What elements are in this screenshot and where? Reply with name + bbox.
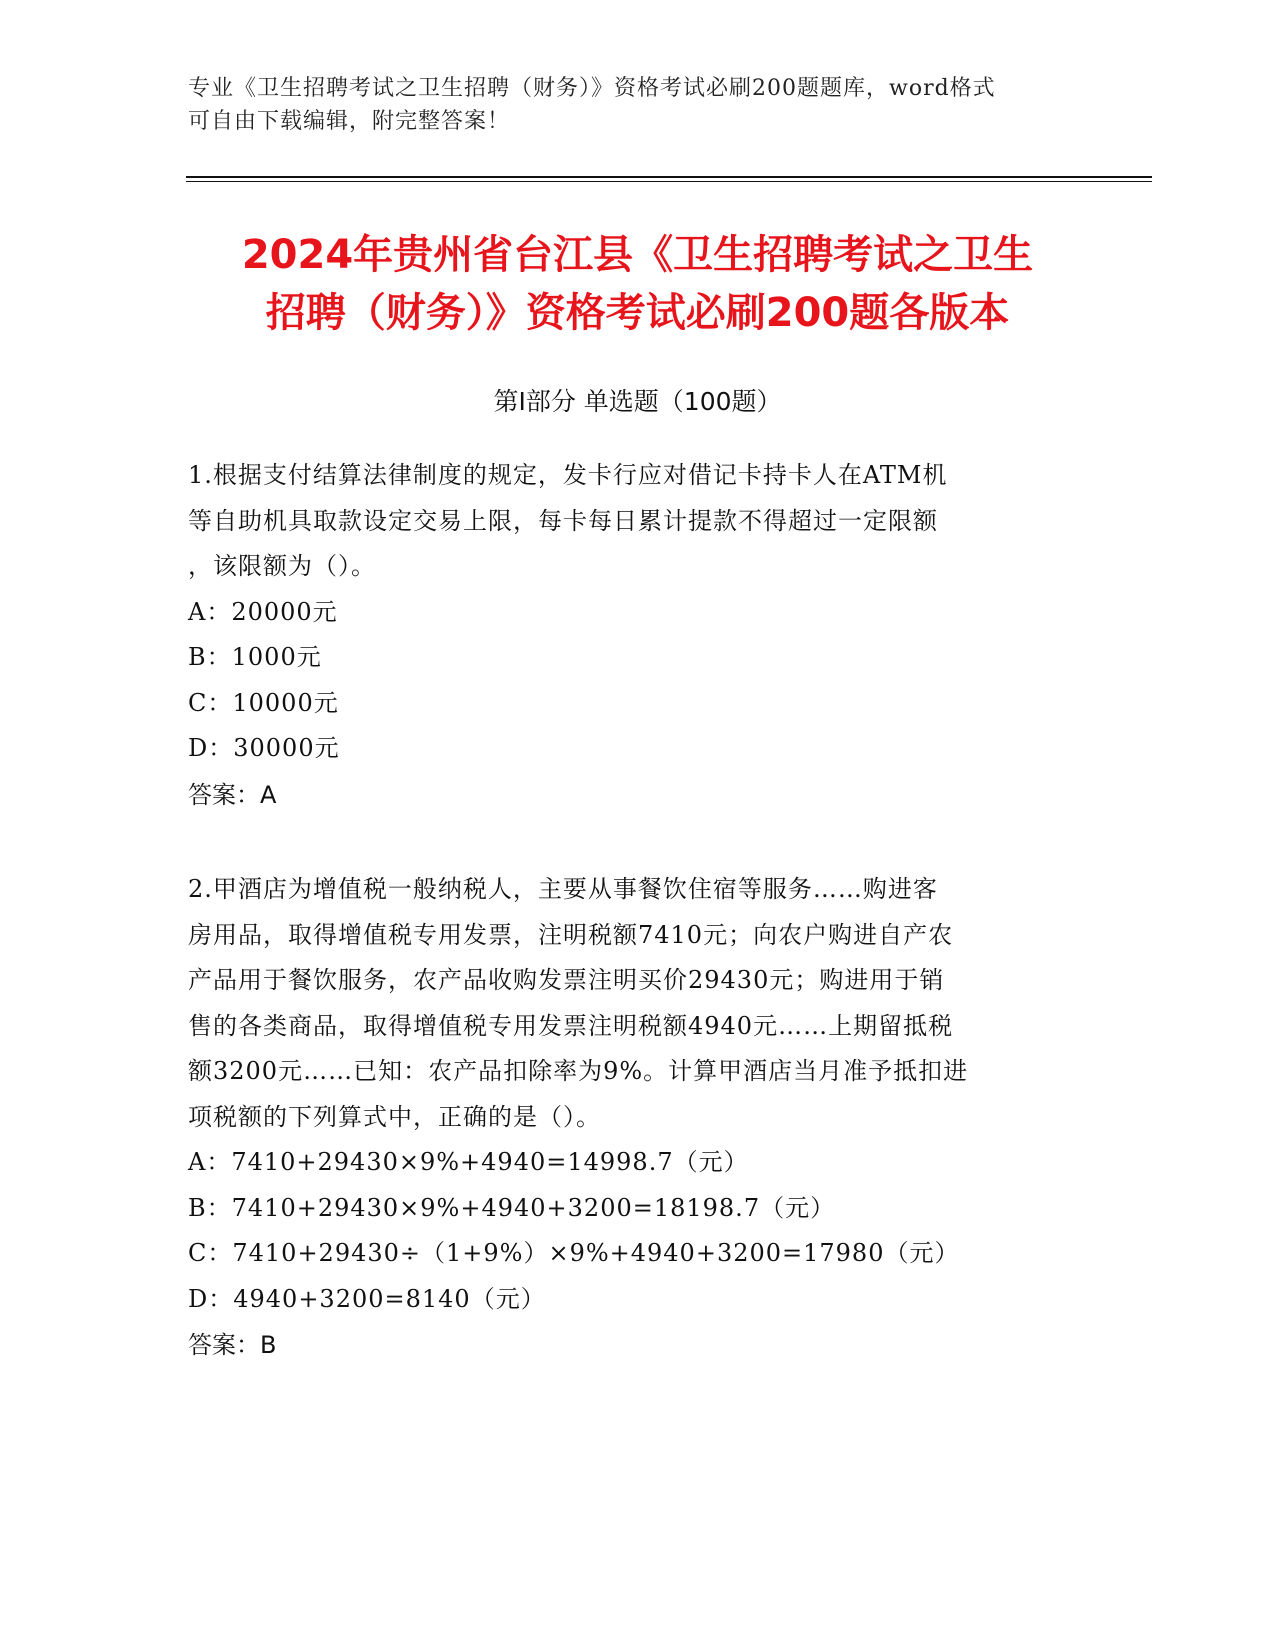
header-divider-thick bbox=[186, 176, 1152, 178]
header-divider-thin bbox=[186, 181, 1152, 182]
question-stem-line: 项税额的下列算式中，正确的是（）。 bbox=[188, 1102, 601, 1131]
document-title bbox=[160, 226, 1115, 342]
question-stem-line: 产品用于餐饮服务，农产品收购发票注明买价29430元；购进用于销 bbox=[188, 966, 945, 994]
question-stem-line: 额3200元……已知：农产品扣除率为9%。计算甲酒店当月准予抵扣进 bbox=[188, 1057, 969, 1085]
question-2 bbox=[188, 867, 1088, 1368]
question-stem-line: 房用品，取得增值税专用发票，注明税额7410元；向农户购进自产农 bbox=[188, 920, 954, 949]
option-a: A：20000元 bbox=[188, 597, 338, 626]
question-1 bbox=[188, 453, 1088, 818]
option-a: A：7410+29430×9%+4940=14998.7（元） bbox=[188, 1148, 749, 1176]
question-stem-line: 售的各类商品，取得增值税专用发票注明税额4940元……上期留抵税 bbox=[188, 1011, 954, 1040]
option-d: D：4940+3200=8140（元） bbox=[188, 1284, 546, 1313]
option-b: B：7410+29430×9%+4940+3200=18198.7（元） bbox=[188, 1193, 836, 1222]
option-c: C：7410+29430÷（1+9%）×9%+4940+3200=17980（元） bbox=[188, 1239, 960, 1267]
answer-label: 答案：A bbox=[188, 780, 277, 809]
header-note bbox=[188, 72, 1068, 138]
document-title-line-1: 2024年贵州省台江县《卫生招聘考试之卫生 bbox=[241, 232, 1034, 278]
section-heading: 第Ⅰ部分 单选题（100题） bbox=[493, 387, 782, 416]
header-note-line-1: 专业《卫生招聘考试之卫生招聘（财务）》资格考试必刷200题题库，word格式 bbox=[188, 76, 996, 101]
header-note-line-2: 可自由下载编辑，附完整答案！ bbox=[188, 109, 511, 134]
question-stem-line: ，该限额为（）。 bbox=[188, 552, 376, 580]
question-stem-line: 等自助机具取款设定交易上限，每卡每日累计提款不得超过一定限额 bbox=[188, 506, 938, 535]
document-title-line-2: 招聘（财务）》资格考试必刷200题各版本 bbox=[265, 290, 1010, 336]
option-d: D：30000元 bbox=[188, 734, 340, 762]
option-b: B：1000元 bbox=[188, 643, 322, 671]
question-stem-line: 1.根据支付结算法律制度的规定，发卡行应对借记卡持卡人在ATM机 bbox=[188, 461, 948, 489]
answer-label: 答案：B bbox=[188, 1331, 277, 1359]
question-stem-line: 2.甲酒店为增值税一般纳税人，主要从事餐饮住宿等服务……购进客 bbox=[188, 875, 938, 903]
option-c: C：10000元 bbox=[188, 688, 339, 717]
